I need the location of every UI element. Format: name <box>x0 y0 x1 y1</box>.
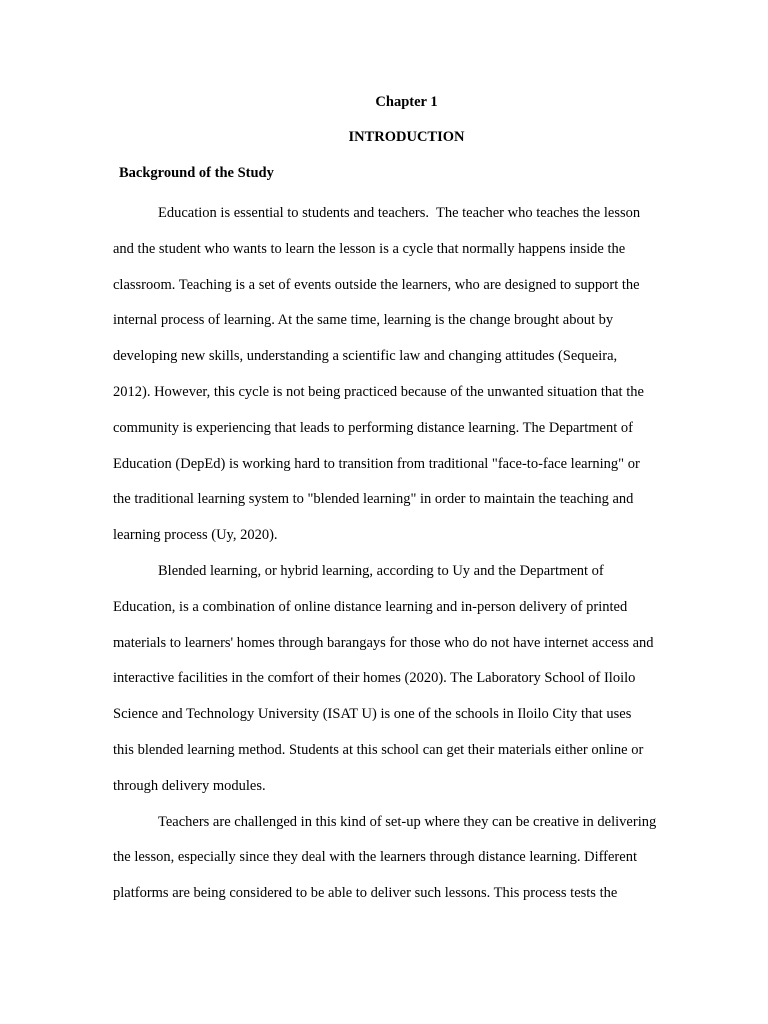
paragraph-1 <box>113 196 693 554</box>
paragraph-2 <box>113 554 693 805</box>
paragraph-line: 2012). However, this cycle is not being practiced because of the unwanted situation that the <box>113 383 644 400</box>
paragraph-line: Science and Technology University (ISAT U) is one of the schools in Iloilo City that uses <box>113 706 632 723</box>
paragraph-line: Education (DepEd) is working hard to transition from traditional "face-to-face learning" or <box>113 455 640 472</box>
paragraph-line: Teachers are challenged in this kind of set-up where they can be creative in delivering <box>158 813 657 830</box>
chapter-title: INTRODUCTION <box>348 129 465 145</box>
paragraph-line: learning process (Uy, 2020). <box>113 527 278 544</box>
paragraph-line: materials to learners' homes through barangays for those who do not have internet access and <box>113 634 654 651</box>
paragraph-line: this blended learning method. Students at this school can get their materials either online or <box>113 741 644 758</box>
paragraph-3 <box>113 805 693 912</box>
paragraph-line: interactive facilities in the comfort of their homes (2020). The Laboratory School of Iloilo <box>113 670 636 687</box>
paragraph-line: through delivery modules. <box>113 777 266 794</box>
chapter-number: Chapter 1 <box>375 94 438 110</box>
paragraph-line: Education is essential to students and teachers. The teacher who teaches the lesson <box>158 205 641 221</box>
paragraph-line: the traditional learning system to "blended learning" in order to maintain the teaching and <box>113 491 634 508</box>
paragraph-line: and the student who wants to learn the lesson is a cycle that normally happens inside the <box>113 240 626 257</box>
body-text <box>113 196 693 912</box>
paragraph-line: the lesson, especially since they deal with the learners through distance learning. Different <box>113 849 637 866</box>
paragraph-line: community is experiencing that leads to performing distance learning. The Department of <box>113 419 633 436</box>
paragraph-line: internal process of learning. At the same time, learning is the change brought about by <box>113 312 614 329</box>
section-heading: Background of the Study <box>119 165 274 181</box>
paragraph-line: Education, is a combination of online distance learning and in-person delivery of printed <box>113 598 628 615</box>
paragraph-line: Blended learning, or hybrid learning, according to Uy and the Department of <box>158 562 604 579</box>
paragraph-line: developing new skills, understanding a scientific law and changing attitudes (Sequeira, <box>113 348 618 365</box>
paragraph-line: classroom. Teaching is a set of events outside the learners, who are designed to support the <box>113 276 640 293</box>
paragraph-line: platforms are being considered to be able to deliver such lessons. This process tests the <box>113 885 618 902</box>
